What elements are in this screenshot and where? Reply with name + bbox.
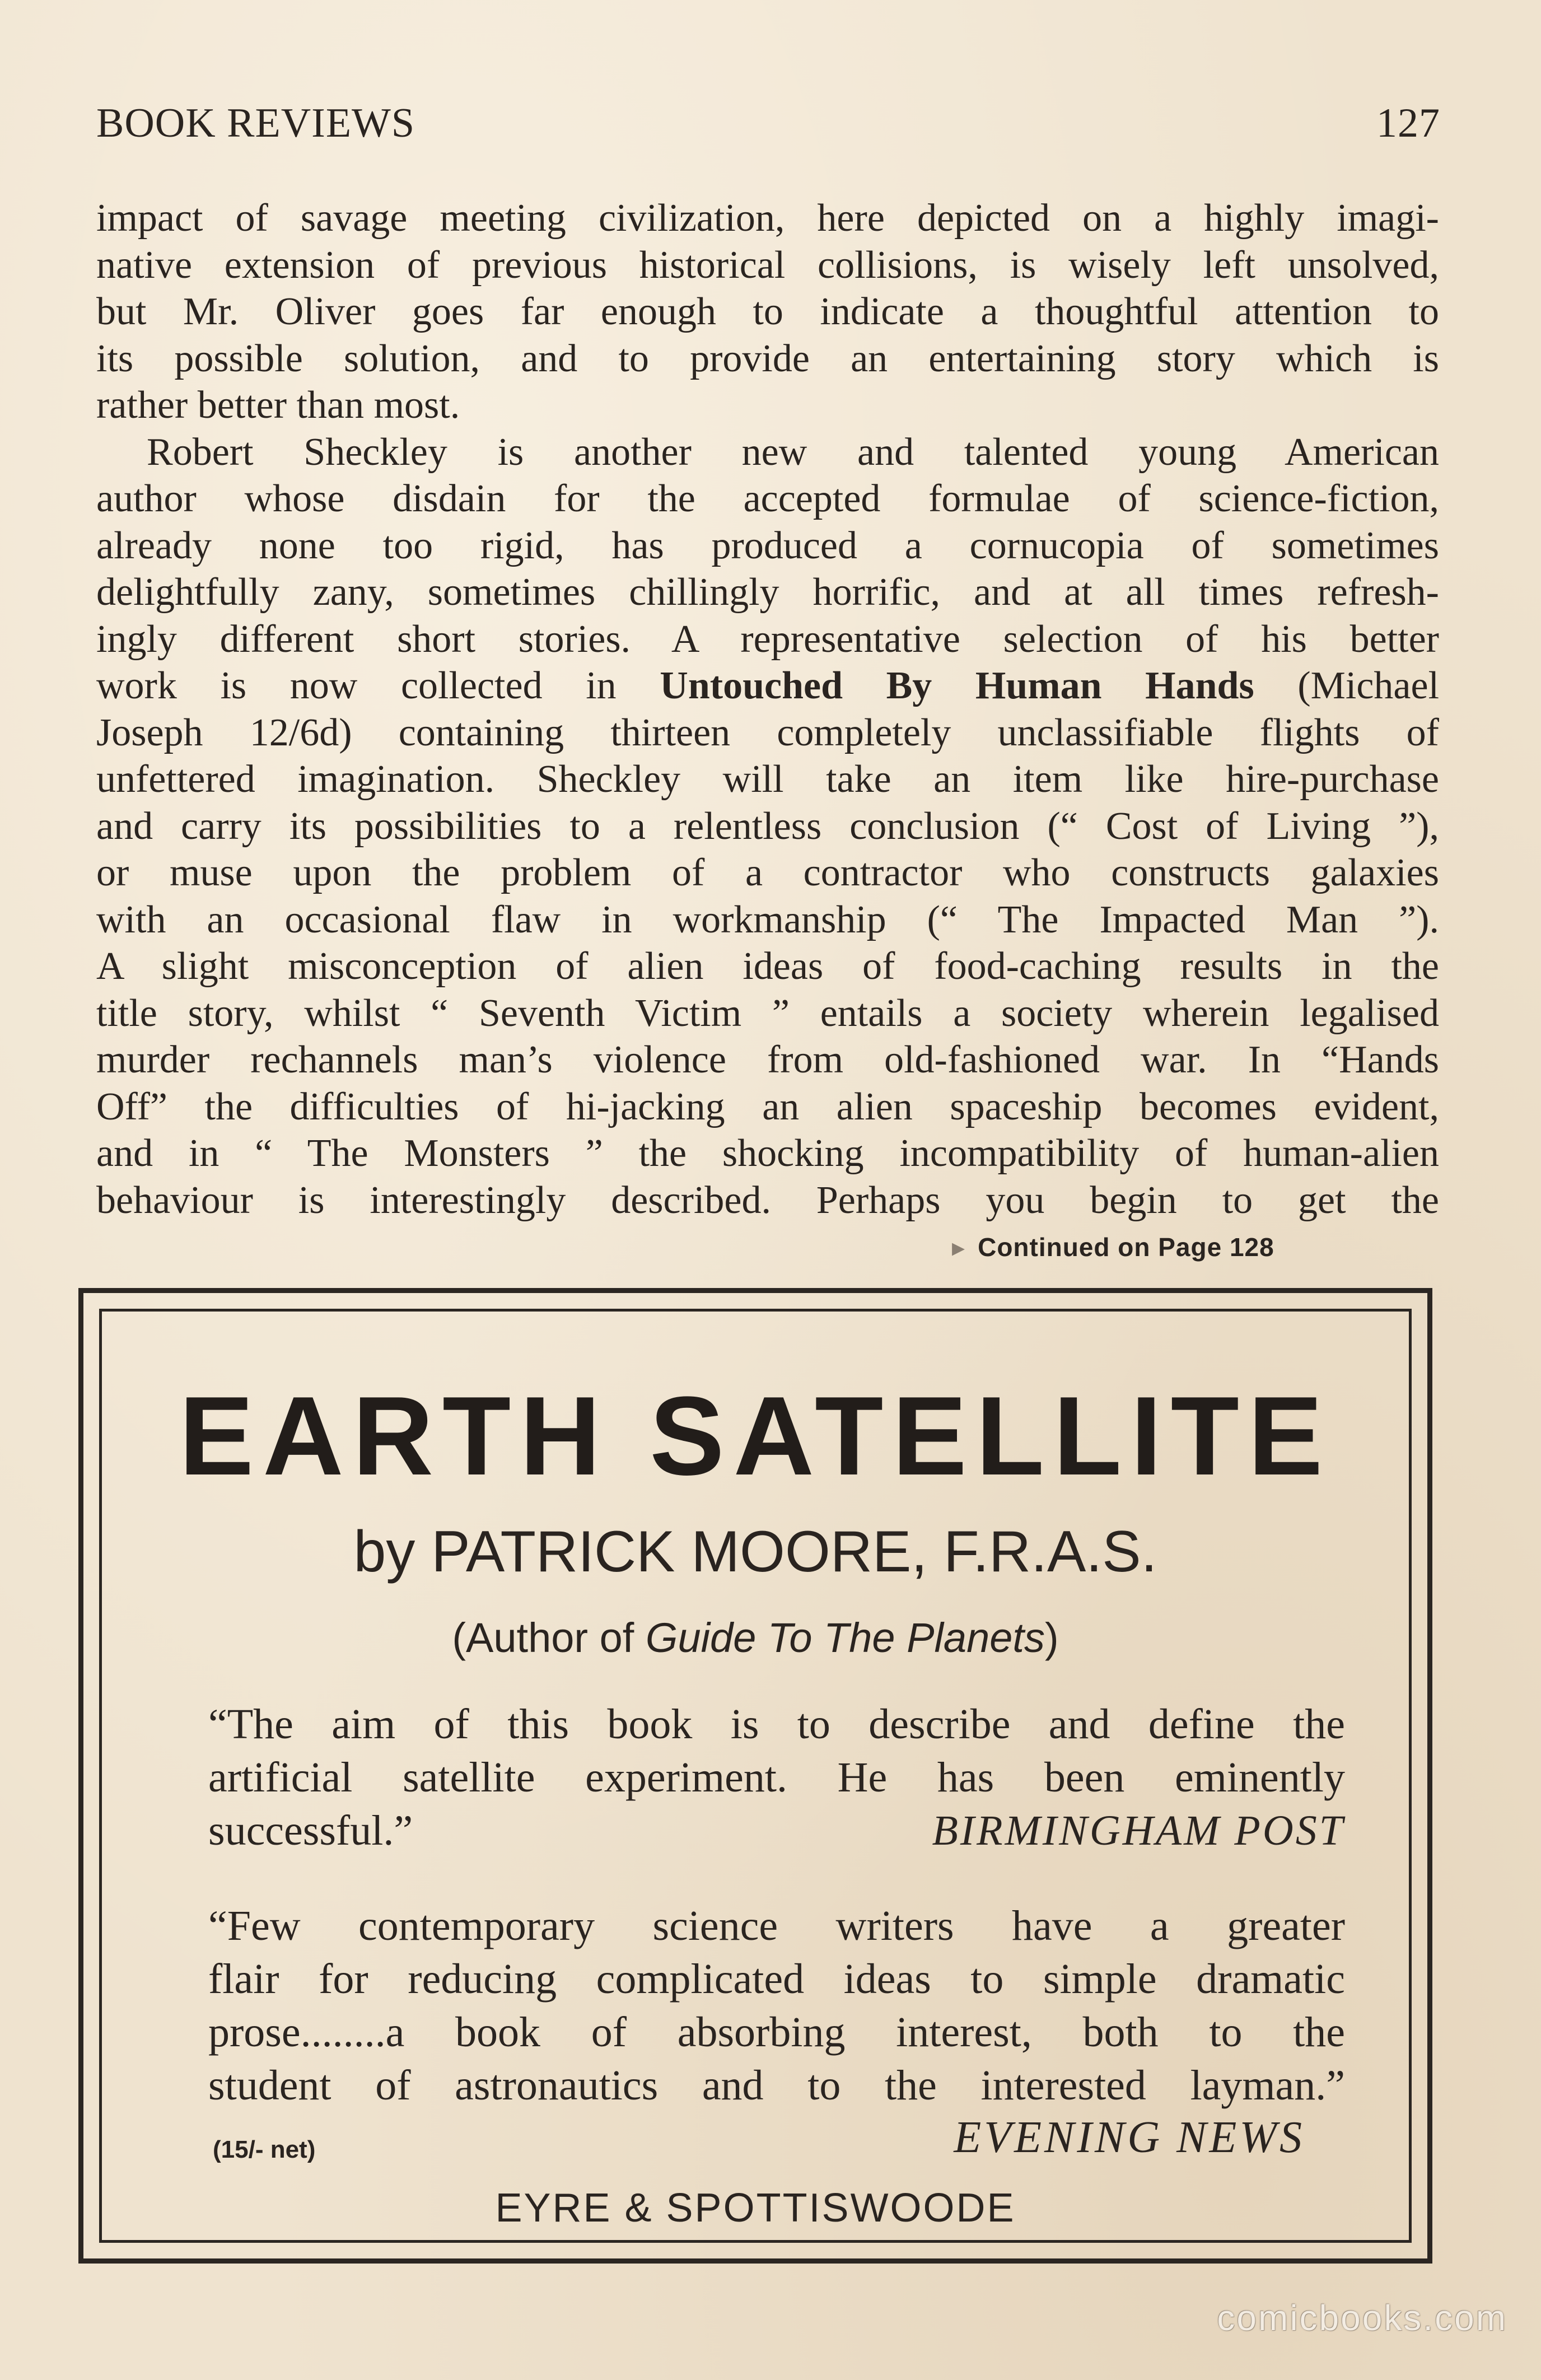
quote-line: “Few contemporary science writers have a greater <box>208 1902 1345 1949</box>
review-line: author whose disdain for the accepted formulae of science-fiction, <box>96 477 1439 520</box>
quote-line: successful.” <box>208 1807 413 1854</box>
advert-byline: by PATRICK MOORE, F.R.A.S. <box>353 1519 1157 1584</box>
author-of-suffix: ) <box>1044 1614 1059 1661</box>
continued-text: Continued on Page 128 <box>978 1233 1274 1262</box>
author-of-prefix: (Author of <box>452 1614 646 1661</box>
pointer-icon: ▸ <box>952 1233 966 1262</box>
review-line: ingly different short stories. A representative selection of his better <box>96 617 1439 661</box>
quote-line: prose........a book of absorbing interest, both to the <box>208 2009 1345 2056</box>
review-line: Joseph 12/6d) containing thirteen completely unclassifiable flights of <box>96 711 1439 754</box>
advertisement <box>78 1288 1432 2264</box>
quote-line: student of astronautics and to the interested layman.” <box>208 2062 1345 2109</box>
author-of-title: Guide To The Planets <box>645 1614 1045 1661</box>
advertisement-inner-border <box>99 1309 1412 2243</box>
review-line: and in “ The Monsters ” the shocking incompatibility of human-alien <box>96 1132 1439 1175</box>
quote-source: EVENING NEWS <box>954 2113 1305 2162</box>
review-line: and carry its possibilities to a relentless conclusion (“ Cost of Living ”), <box>96 804 1439 848</box>
quote-line: artificial satellite experiment. He has been eminently <box>208 1754 1345 1801</box>
review-line: unfettered imagination. Sheckley will take an item like hire-purchase <box>96 758 1439 801</box>
section-title: BOOK REVIEWS <box>96 100 415 146</box>
quote-line: flair for reducing complicated ideas to simple dramatic <box>208 1956 1345 2003</box>
review-line: impact of savage meeting civilization, here depicted on a highly imagi- <box>96 197 1439 240</box>
site-watermark: comicbooks.com <box>1217 2298 1507 2338</box>
running-head <box>96 100 1440 147</box>
review-text <box>96 195 1439 1224</box>
review-line: rather better than most. <box>96 384 460 427</box>
review-line: delightfully zany, sometimes chillingly horrific, and at all times refresh- <box>96 571 1439 614</box>
review-line-book-title <box>96 662 1439 710</box>
advert-title: EARTH SATELLITE <box>179 1374 1332 1499</box>
page-number: 127 <box>1376 100 1440 146</box>
publisher-name: EYRE & SPOTTISWOODE <box>495 2186 1016 2230</box>
review-line: native extension of previous historical collisions, is wisely left unsolved, <box>96 243 1439 287</box>
quote-line: “The aim of this book is to describe and define the <box>208 1701 1345 1748</box>
review-fragment: (Michael <box>1297 664 1440 707</box>
review-line: but Mr. Oliver goes far enough to indicate a thoughtful attention to <box>96 290 1439 333</box>
advert-author-of <box>102 1614 1409 1662</box>
review-line: Off” the difficulties of hi-jacking an alien spaceship becomes evident, <box>96 1085 1439 1128</box>
review-line: already none too rigid, has produced a cornucopia of sometimes <box>96 524 1439 567</box>
review-line: murder rechannels man’s violence from old-fashioned war. In “Hands <box>96 1038 1439 1081</box>
price-label: (15/- net) <box>213 2136 316 2163</box>
review-line: or muse upon the problem of a contractor who constructs galaxies <box>96 851 1439 894</box>
review-line: Robert Sheckley is another new and talented young American <box>147 430 1439 474</box>
quote-source: BIRMINGHAM POST <box>932 1807 1345 1854</box>
quote-evening-news <box>208 1900 1345 2112</box>
review-line: behaviour is interestingly described. Perhaps you begin to get the <box>96 1178 1439 1222</box>
review-line: title story, whilst “ Seventh Victim ” entails a society wherein legalised <box>96 991 1439 1035</box>
continued-note <box>952 1232 1274 1262</box>
review-line: with an occasional flaw in workmanship (“ The Impacted Man ”). <box>96 898 1439 941</box>
book-title: Untouched By Human Hands <box>660 664 1254 707</box>
review-fragment: work is now collected in <box>96 664 617 707</box>
review-line: A slight misconception of alien ideas of food-caching results in the <box>96 945 1439 988</box>
review-line: its possible solution, and to provide an entertaining story which is <box>96 337 1439 380</box>
quote-birmingham <box>208 1698 1345 1858</box>
